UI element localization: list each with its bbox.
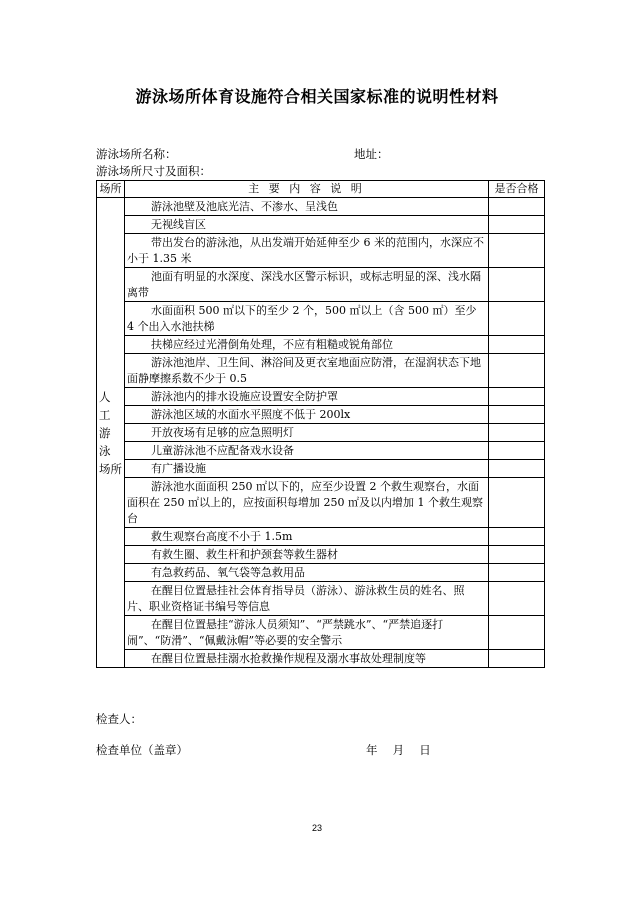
qualified-cell[interactable] xyxy=(489,616,545,650)
table-row xyxy=(97,582,545,616)
item-cell: 池面有明显的水深度、深浅水区警示标识，或标志明显的深、浅水隔离带 xyxy=(125,268,489,302)
qualified-cell[interactable] xyxy=(489,564,545,582)
item-cell: 救生观察台高度不小于 1.5m xyxy=(125,528,489,546)
table-row xyxy=(97,650,545,668)
qualified-cell[interactable] xyxy=(489,354,545,388)
qualified-cell[interactable] xyxy=(489,302,545,336)
item-cell: 在醒目位置悬挂溺水抢救操作规程及溺水事故处理制度等 xyxy=(125,650,489,668)
item-cell: 开放夜场有足够的应急照明灯 xyxy=(125,424,489,442)
item-cell: 扶梯应经过光滑倒角处理，不应有粗糙或锐角部位 xyxy=(125,336,489,354)
table-row xyxy=(97,528,545,546)
venue-cell xyxy=(97,198,125,668)
table-row xyxy=(97,406,545,424)
header-qualified: 是否合格 xyxy=(489,181,545,198)
table-row xyxy=(97,216,545,234)
table-row xyxy=(97,198,545,216)
item-cell: 在醒目位置悬挂“游泳人员须知”、“严禁跳水”、“严禁追逐打闹”、“防滑”、“佩戴泳帽”等必要的安全警示 xyxy=(125,616,489,650)
item-cell: 带出发台的游泳池，从出发端开始延伸至少 6 米的范围内，水深应不小于 1.35 米 xyxy=(125,234,489,268)
item-cell: 游泳池壁及池底光洁、不渗水、呈浅色 xyxy=(125,198,489,216)
qualified-cell[interactable] xyxy=(489,478,545,528)
page-number: 23 xyxy=(311,823,322,833)
qualified-cell[interactable] xyxy=(489,546,545,564)
table-row xyxy=(97,442,545,460)
item-cell: 在醒目位置悬挂社会体育指导员（游泳）、游泳救生员的姓名、照片、职业资格证书编号等信息 xyxy=(125,582,489,616)
venue-line: 场所 xyxy=(99,461,122,476)
inspector-label: 检查人： xyxy=(96,712,142,726)
item-cell: 儿童游泳池不应配备戏水设备 xyxy=(125,442,489,460)
table-row xyxy=(97,616,545,650)
date-label: 年 月 日 xyxy=(366,743,431,757)
qualified-cell[interactable] xyxy=(489,234,545,268)
table-row xyxy=(97,302,545,336)
table-row xyxy=(97,546,545,564)
qualified-cell[interactable] xyxy=(489,388,545,406)
header-venue: 场所 xyxy=(97,181,125,198)
page-title: 游泳场所体育设施符合相关国家标准的说明性材料 xyxy=(135,87,499,106)
venue-line: 游 泳 xyxy=(99,425,111,458)
table-row xyxy=(97,336,545,354)
item-cell: 有广播设施 xyxy=(125,460,489,478)
table-row xyxy=(97,460,545,478)
qualified-cell[interactable] xyxy=(489,650,545,668)
qualified-cell[interactable] xyxy=(489,216,545,234)
venue-line: 人 工 xyxy=(99,389,111,422)
qualified-cell[interactable] xyxy=(489,442,545,460)
table-row xyxy=(97,424,545,442)
header-content: 主 要 内 容 说 明 xyxy=(125,181,489,198)
qualified-cell[interactable] xyxy=(489,268,545,302)
address-label: 地址： xyxy=(354,147,389,161)
qualified-cell[interactable] xyxy=(489,198,545,216)
size-area-label: 游泳场所尺寸及面积： xyxy=(96,164,211,178)
table-row xyxy=(97,564,545,582)
table-row xyxy=(97,234,545,268)
item-cell: 游泳池池岸、卫生间、淋浴间及更衣室地面应防滑，在湿润状态下地面静摩擦系数不少于 0.5 xyxy=(125,354,489,388)
qualified-cell[interactable] xyxy=(489,582,545,616)
venue-name-label: 游泳场所名称： xyxy=(96,147,177,161)
table-row xyxy=(97,478,545,528)
item-cell: 无视线盲区 xyxy=(125,216,489,234)
qualified-cell[interactable] xyxy=(489,336,545,354)
table-row xyxy=(97,268,545,302)
item-cell: 游泳池水面面积 250 ㎡以下的，应至少设置 2 个救生观察台，水面面积在 250 ㎡以上的，应按面积每增加 250 ㎡及以内增加 1 个救生观察台 xyxy=(125,478,489,528)
qualified-cell[interactable] xyxy=(489,528,545,546)
item-cell: 游泳池区域的水面水平照度不低于 200lx xyxy=(125,406,489,424)
table-row xyxy=(97,354,545,388)
qualified-cell[interactable] xyxy=(489,406,545,424)
qualified-cell[interactable] xyxy=(489,424,545,442)
inspection-unit-label: 检查单位（盖章） xyxy=(96,743,188,757)
item-cell: 水面面积 500 ㎡以下的至少 2 个，500 ㎡以上（含 500 ㎡）至少 4 个出入水池扶梯 xyxy=(125,302,489,336)
table-row xyxy=(97,388,545,406)
qualified-cell[interactable] xyxy=(489,460,545,478)
item-cell: 有急救药品、氧气袋等急救用品 xyxy=(125,564,489,582)
inspection-table xyxy=(96,180,545,668)
item-cell: 游泳池内的排水设施应设置安全防护罩 xyxy=(125,388,489,406)
table-header-row xyxy=(97,181,545,198)
item-cell: 有救生圈、救生杆和护颈套等救生器材 xyxy=(125,546,489,564)
